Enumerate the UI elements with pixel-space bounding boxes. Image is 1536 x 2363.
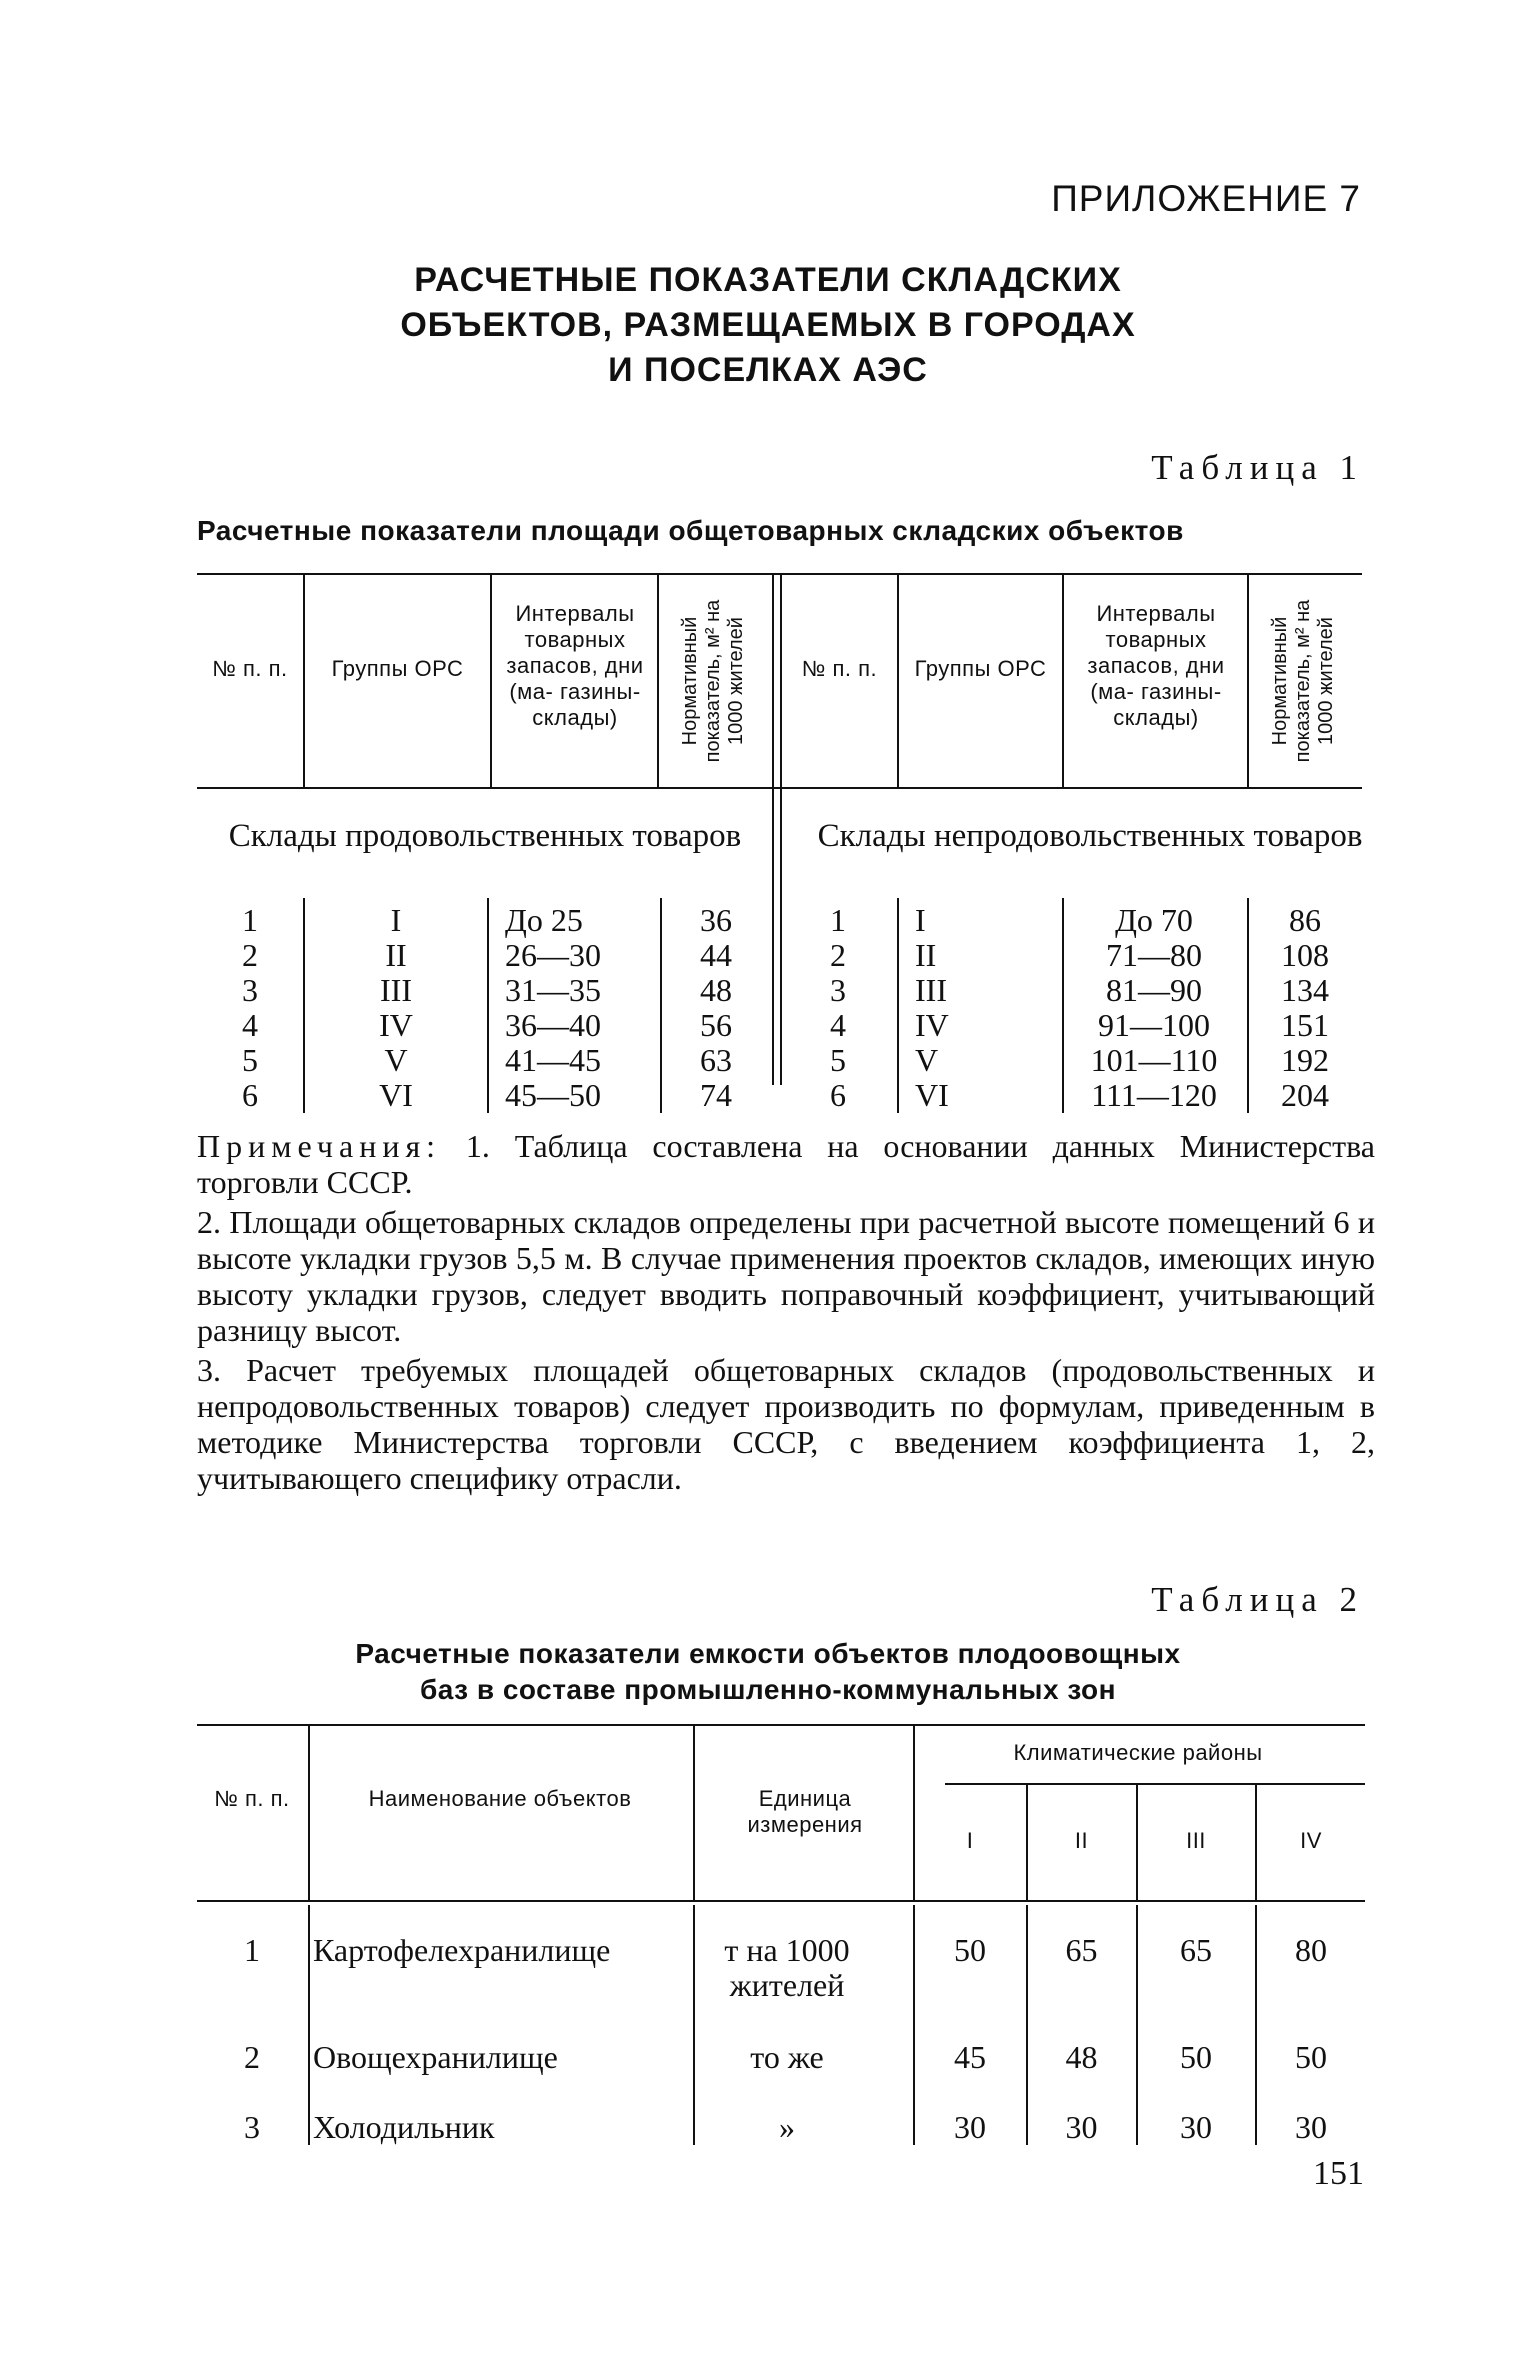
row-group: III	[380, 972, 412, 1008]
table1-caption: Расчетные показатели площади общетоварных складских объектов	[197, 515, 1184, 546]
caption-line: баз в составе промышленно-коммунальных зон	[419, 1674, 1117, 1705]
row-interval: 26—30	[505, 937, 601, 973]
row-norm: 56	[700, 1007, 732, 1043]
row-value: 65	[1065, 1932, 1098, 1968]
row-interval: 111—120	[1091, 1077, 1217, 1113]
row-num: 3	[244, 2109, 260, 2145]
table2-label: Таблица 2	[1151, 1580, 1364, 1619]
header-num: № п. п.	[801, 656, 878, 681]
note-1-text: 1. Таблица составлена на основании данных Министерства торговли СССР.	[197, 1128, 1376, 1200]
row-name: Холодильник	[313, 2109, 495, 2145]
row-num: 1	[830, 902, 846, 938]
row-value: 50	[1295, 2039, 1327, 2075]
row-interval: 71—80	[1106, 937, 1202, 973]
note-3: 3. Расчет требуемых площадей общетоварных складов (продовольственных и непродовольственных товаров) следует производить по формулам, приведенным в методике Министерства торговли СССР, с введением коэффициента 1, 2, учитывающего специфику отрасли.	[197, 1352, 1375, 1496]
header-unit: Единица измерения	[747, 1786, 863, 1837]
row-num: 4	[830, 1007, 846, 1043]
row-value: 30	[1180, 2109, 1212, 2145]
row-interval: 81—90	[1106, 972, 1202, 1008]
table2-caption	[0, 1636, 1536, 1708]
row-value: 30	[954, 2109, 986, 2145]
row-norm: 48	[700, 972, 732, 1008]
row-interval: До 70	[1115, 902, 1193, 938]
header-num: № п. п.	[214, 1786, 290, 1811]
section-food: Склады продовольственных товаров	[228, 818, 742, 854]
note-2: 2. Площади общетоварных складов определены при расчетной высоте помещений 6 и высоте укладки грузов 5,5 м. В случае применения проектов складов, имеющих иную высоту укладки грузов, следует вводить поправочный коэффициент, учитывающий разницу высот.	[197, 1204, 1375, 1348]
row-unit: т на 1000 жителей	[724, 1932, 850, 2003]
row-norm: 108	[1281, 937, 1329, 973]
row-value: 65	[1180, 1932, 1212, 1968]
row-num: 3	[242, 972, 258, 1008]
row-group: I	[390, 902, 402, 938]
row-value: 50	[954, 1932, 986, 1968]
row-norm: 44	[700, 937, 732, 973]
row-group: V	[915, 1042, 939, 1078]
row-value: 48	[1065, 2039, 1098, 2075]
row-interval: 31—35	[505, 972, 601, 1008]
row-num: 4	[242, 1007, 258, 1043]
header-regions: Климатические районы	[1013, 1740, 1263, 1765]
row-norm: 36	[700, 902, 732, 938]
header-region-col: III	[1186, 1828, 1206, 1853]
row-interval: 36—40	[505, 1007, 601, 1043]
row-norm: 74	[700, 1077, 732, 1113]
row-interval: 101—110	[1090, 1042, 1218, 1078]
row-group: IV	[915, 1007, 949, 1043]
row-value: 30	[1065, 2109, 1098, 2145]
header-region-col: IV	[1300, 1828, 1322, 1853]
row-num: 6	[242, 1077, 258, 1113]
title-line: ОБЪЕКТОВ, РАЗМЕЩАЕМЫХ В ГОРОДАХ	[400, 306, 1136, 344]
row-norm: 63	[700, 1042, 732, 1078]
row-num: 1	[244, 1932, 260, 1968]
row-num: 1	[242, 902, 258, 938]
row-norm: 86	[1289, 902, 1321, 938]
row-value: 50	[1180, 2039, 1212, 2075]
header-region-col: II	[1074, 1828, 1089, 1853]
header-norm: Нормативный показатель, м² на 1000 жителей	[1269, 599, 1337, 763]
title-line: РАСЧЕТНЫЕ ПОКАЗАТЕЛИ СКЛАДСКИХ	[414, 261, 1122, 299]
row-norm: 151	[1281, 1007, 1329, 1043]
row-interval: До 25	[505, 902, 583, 938]
header-interval: Интервалы товарных запасов, дни (ма- газины- склады)	[1087, 601, 1225, 730]
title-line: И ПОСЕЛКАХ АЭС	[608, 351, 928, 389]
row-num: 2	[242, 937, 258, 973]
row-value: 80	[1295, 1932, 1327, 1968]
row-norm: 204	[1281, 1077, 1329, 1113]
header-group: Группы ОРС	[914, 656, 1047, 681]
row-unit: то же	[750, 2039, 824, 2075]
row-value: 45	[954, 2039, 986, 2075]
notes	[197, 1128, 1375, 1500]
header-group: Группы ОРС	[331, 656, 464, 681]
row-group: VI	[379, 1077, 413, 1113]
row-name: Овощехранилище	[313, 2039, 558, 2075]
row-interval: 91—100	[1098, 1007, 1210, 1043]
page-title	[0, 258, 1536, 393]
row-value: 30	[1295, 2109, 1327, 2145]
table1-label: Таблица 1	[1151, 448, 1364, 487]
header-interval: Интервалы товарных запасов, дни (ма- газины- склады)	[506, 601, 644, 730]
row-num: 5	[242, 1042, 258, 1078]
row-group: VI	[915, 1077, 949, 1113]
row-num: 6	[830, 1077, 846, 1113]
header-region-col: I	[966, 1828, 974, 1853]
row-group: II	[915, 937, 937, 973]
row-group: II	[385, 937, 407, 973]
row-group: V	[384, 1042, 408, 1078]
row-name: Картофелехранилище	[313, 1932, 611, 1968]
row-interval: 41—45	[505, 1042, 601, 1078]
row-group: III	[915, 972, 947, 1008]
row-norm: 192	[1281, 1042, 1329, 1078]
row-num: 3	[830, 972, 846, 1008]
row-num: 5	[830, 1042, 846, 1078]
section-nonfood: Склады непродовольственных товаров	[817, 818, 1363, 854]
notes-heading: Примечания:	[197, 1128, 442, 1164]
row-norm: 134	[1281, 972, 1329, 1008]
row-interval: 45—50	[505, 1077, 601, 1113]
header-name: Наименование объектов	[368, 1786, 632, 1811]
row-num: 2	[244, 2039, 260, 2075]
row-group: IV	[379, 1007, 413, 1043]
caption-line: Расчетные показатели емкости объектов плодоовощных	[355, 1638, 1181, 1669]
row-num: 2	[830, 937, 846, 973]
row-group: I	[915, 902, 926, 938]
row-unit: »	[779, 2109, 795, 2145]
header-norm: Нормативный показатель, м² на 1000 жителей	[679, 599, 747, 763]
note-1	[197, 1128, 1375, 1200]
appendix-label: ПРИЛОЖЕНИЕ 7	[1051, 178, 1361, 219]
header-num: № п. п.	[212, 656, 288, 681]
page-number: 151	[1313, 2155, 1364, 2192]
